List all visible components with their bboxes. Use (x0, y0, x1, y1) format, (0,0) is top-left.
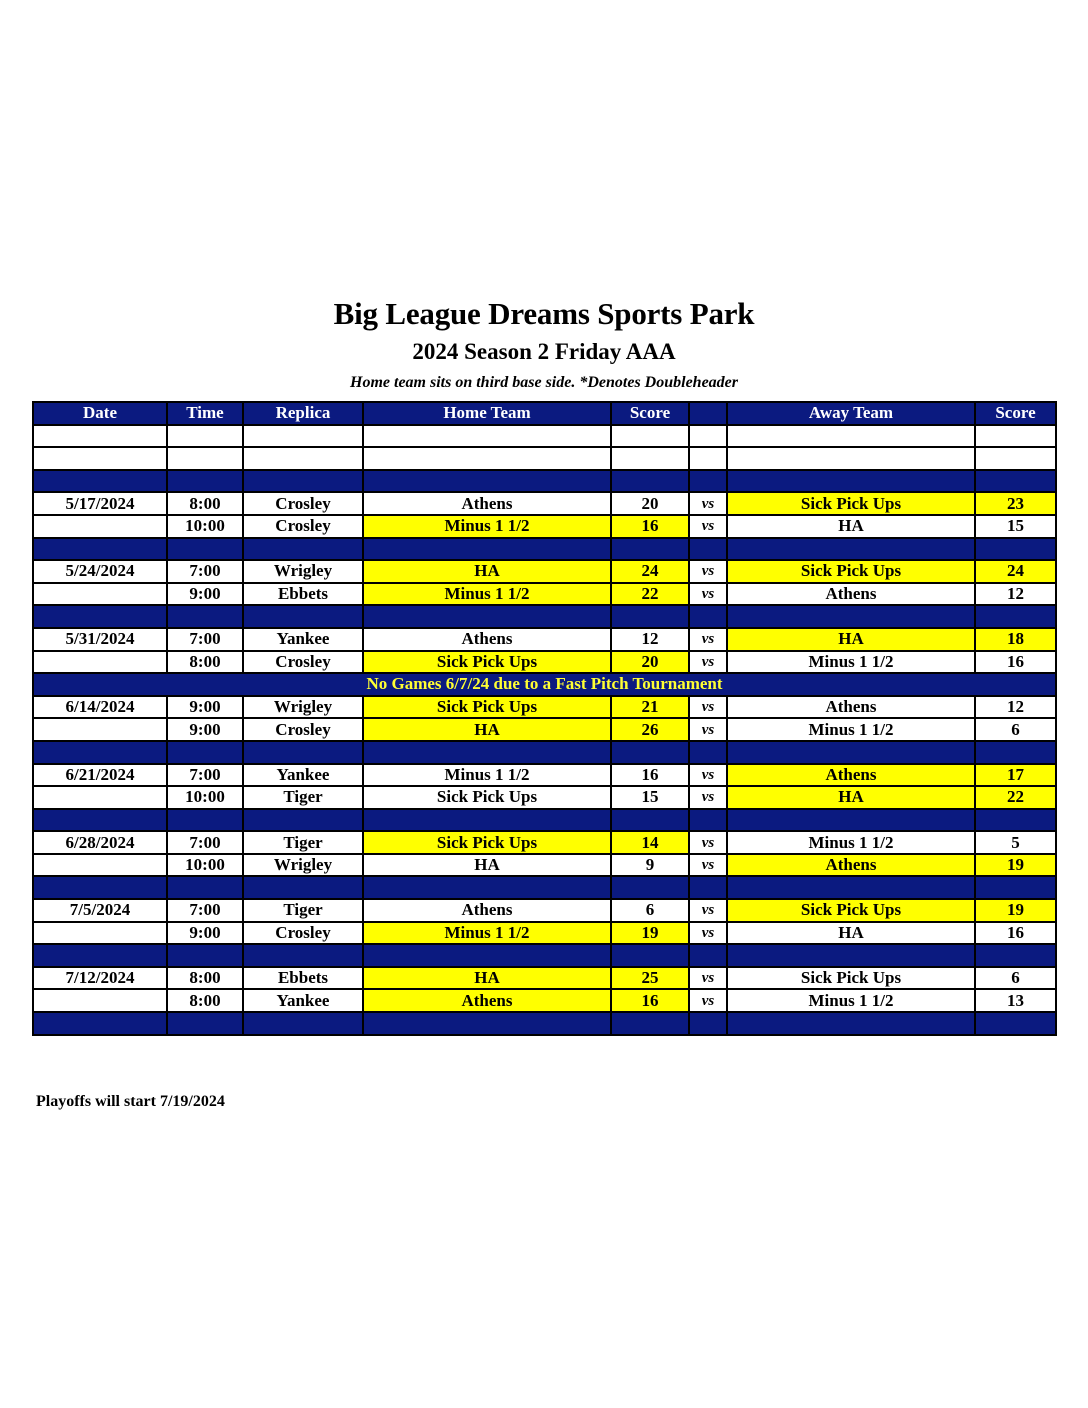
game-row (33, 515, 1056, 538)
separator-cell (363, 538, 611, 561)
game-row (33, 696, 1056, 719)
separator-cell (611, 741, 689, 764)
separator-cell (33, 470, 167, 493)
separator-cell (975, 944, 1056, 967)
time-cell: 10:00 (167, 515, 243, 538)
separator-cell (689, 809, 727, 832)
home-team-cell: Athens (363, 989, 611, 1012)
time-cell: 7:00 (167, 899, 243, 922)
replica-cell: Wrigley (243, 560, 363, 583)
home-team-cell: Minus 1 1/2 (363, 515, 611, 538)
home-score-cell: 9 (611, 854, 689, 877)
home-score-cell: 6 (611, 899, 689, 922)
separator-cell (975, 538, 1056, 561)
replica-cell: Ebbets (243, 583, 363, 606)
game-row (33, 583, 1056, 606)
replica-cell: Crosley (243, 718, 363, 741)
separator-cell (363, 741, 611, 764)
separator-cell (363, 944, 611, 967)
away-score-cell: 6 (975, 718, 1056, 741)
blank-cell (363, 425, 611, 448)
playoffs-note: Playoffs will start 7/19/2024 (36, 1093, 225, 1110)
separator-cell (611, 1012, 689, 1035)
away-team-cell: HA (727, 628, 975, 651)
replica-cell: Ebbets (243, 967, 363, 990)
time-cell: 8:00 (167, 967, 243, 990)
away-team-cell: Sick Pick Ups (727, 899, 975, 922)
vs-cell: vs (689, 628, 727, 651)
replica-cell: Wrigley (243, 696, 363, 719)
date-cell (33, 989, 167, 1012)
away-team-cell: Athens (727, 764, 975, 787)
date-cell: 5/31/2024 (33, 628, 167, 651)
separator-cell (975, 605, 1056, 628)
away-score-cell: 19 (975, 854, 1056, 877)
separator-cell (363, 1012, 611, 1035)
separator-cell (33, 741, 167, 764)
separator-row (33, 944, 1056, 967)
home-score-cell: 26 (611, 718, 689, 741)
home-score-cell: 19 (611, 922, 689, 945)
separator-row (33, 538, 1056, 561)
separator-cell (167, 944, 243, 967)
separator-cell (611, 809, 689, 832)
away-team-cell: Minus 1 1/2 (727, 651, 975, 674)
separator-cell (167, 1012, 243, 1035)
date-cell (33, 515, 167, 538)
time-cell: 7:00 (167, 628, 243, 651)
date-cell (33, 786, 167, 809)
home-team-cell: Minus 1 1/2 (363, 764, 611, 787)
header-home-team: Home Team (363, 402, 611, 425)
game-row (33, 651, 1056, 674)
separator-cell (167, 470, 243, 493)
separator-cell (689, 538, 727, 561)
separator-cell (243, 741, 363, 764)
separator-row (33, 809, 1056, 832)
replica-cell: Crosley (243, 492, 363, 515)
time-cell: 9:00 (167, 922, 243, 945)
separator-cell (975, 809, 1056, 832)
game-row (33, 989, 1056, 1012)
separator-row (33, 605, 1056, 628)
away-team-cell: Sick Pick Ups (727, 967, 975, 990)
separator-cell (243, 809, 363, 832)
separator-cell (727, 605, 975, 628)
vs-cell: vs (689, 718, 727, 741)
away-team-cell: HA (727, 922, 975, 945)
separator-cell (727, 1012, 975, 1035)
home-team-cell: Athens (363, 899, 611, 922)
vs-cell: vs (689, 786, 727, 809)
schedule-body (33, 425, 1056, 1035)
separator-cell (727, 470, 975, 493)
date-cell (33, 854, 167, 877)
notice-text: No Games 6/7/24 due to a Fast Pitch Tournament (33, 673, 1056, 696)
away-team-cell: Minus 1 1/2 (727, 989, 975, 1012)
home-score-cell: 12 (611, 628, 689, 651)
separator-cell (975, 470, 1056, 493)
separator-cell (167, 538, 243, 561)
game-row (33, 854, 1056, 877)
date-cell: 7/12/2024 (33, 967, 167, 990)
game-row (33, 718, 1056, 741)
away-score-cell: 22 (975, 786, 1056, 809)
home-team-cell: HA (363, 967, 611, 990)
separator-cell (689, 605, 727, 628)
home-team-cell: Minus 1 1/2 (363, 922, 611, 945)
home-score-cell: 16 (611, 515, 689, 538)
separator-cell (611, 605, 689, 628)
blank-cell (33, 447, 167, 470)
separator-cell (689, 944, 727, 967)
separator-cell (243, 1012, 363, 1035)
separator-cell (689, 470, 727, 493)
date-cell: 5/17/2024 (33, 492, 167, 515)
blank-row (33, 425, 1056, 448)
game-row (33, 628, 1056, 651)
away-score-cell: 24 (975, 560, 1056, 583)
home-team-cell: Athens (363, 492, 611, 515)
separator-cell (33, 809, 167, 832)
replica-cell: Crosley (243, 515, 363, 538)
home-team-cell: Sick Pick Ups (363, 651, 611, 674)
game-row (33, 831, 1056, 854)
page-subtitle: 2024 Season 2 Friday AAA (412, 339, 676, 364)
date-cell (33, 583, 167, 606)
separator-cell (975, 1012, 1056, 1035)
separator-cell (33, 944, 167, 967)
separator-cell (363, 605, 611, 628)
separator-cell (243, 944, 363, 967)
time-cell: 7:00 (167, 764, 243, 787)
separator-cell (727, 741, 975, 764)
home-team-cell: Sick Pick Ups (363, 831, 611, 854)
blank-cell (727, 425, 975, 448)
blank-cell (727, 447, 975, 470)
separator-cell (33, 605, 167, 628)
home-score-cell: 24 (611, 560, 689, 583)
time-cell: 7:00 (167, 831, 243, 854)
blank-cell (167, 447, 243, 470)
replica-cell: Wrigley (243, 854, 363, 877)
time-cell: 7:00 (167, 560, 243, 583)
time-cell: 9:00 (167, 583, 243, 606)
away-team-cell: Sick Pick Ups (727, 560, 975, 583)
away-score-cell: 18 (975, 628, 1056, 651)
separator-cell (611, 538, 689, 561)
table-header-row (33, 402, 1056, 425)
separator-cell (727, 876, 975, 899)
away-score-cell: 17 (975, 764, 1056, 787)
away-team-cell: Sick Pick Ups (727, 492, 975, 515)
home-team-cell: HA (363, 560, 611, 583)
separator-cell (167, 605, 243, 628)
time-cell: 9:00 (167, 718, 243, 741)
away-team-cell: Athens (727, 696, 975, 719)
away-score-cell: 12 (975, 696, 1056, 719)
separator-cell (611, 944, 689, 967)
home-team-cell: HA (363, 854, 611, 877)
game-row (33, 899, 1056, 922)
date-cell (33, 718, 167, 741)
replica-cell: Crosley (243, 651, 363, 674)
blank-cell (975, 425, 1056, 448)
home-team-cell: Minus 1 1/2 (363, 583, 611, 606)
page-title: Big League Dreams Sports Park (333, 296, 755, 331)
time-cell: 8:00 (167, 651, 243, 674)
away-team-cell: Athens (727, 583, 975, 606)
separator-cell (243, 605, 363, 628)
blank-cell (975, 447, 1056, 470)
separator-cell (975, 741, 1056, 764)
replica-cell: Yankee (243, 628, 363, 651)
blank-cell (243, 425, 363, 448)
separator-cell (689, 876, 727, 899)
header-replica: Replica (243, 402, 363, 425)
separator-cell (167, 876, 243, 899)
time-cell: 10:00 (167, 786, 243, 809)
away-score-cell: 23 (975, 492, 1056, 515)
separator-cell (167, 809, 243, 832)
separator-cell (167, 741, 243, 764)
home-score-cell: 14 (611, 831, 689, 854)
separator-row (33, 1012, 1056, 1035)
home-team-cell: HA (363, 718, 611, 741)
replica-cell: Yankee (243, 989, 363, 1012)
separator-cell (363, 470, 611, 493)
home-score-cell: 22 (611, 583, 689, 606)
blank-cell (363, 447, 611, 470)
vs-cell: vs (689, 764, 727, 787)
header-vs (689, 402, 727, 425)
blank-cell (689, 425, 727, 448)
separator-cell (243, 538, 363, 561)
home-team-cell: Athens (363, 628, 611, 651)
vs-cell: vs (689, 583, 727, 606)
separator-cell (689, 1012, 727, 1035)
blank-cell (611, 447, 689, 470)
game-row (33, 922, 1056, 945)
header-away-team: Away Team (727, 402, 975, 425)
replica-cell: Tiger (243, 831, 363, 854)
vs-cell: vs (689, 696, 727, 719)
vs-cell: vs (689, 560, 727, 583)
away-team-cell: HA (727, 515, 975, 538)
separator-cell (611, 876, 689, 899)
separator-cell (689, 741, 727, 764)
header-date: Date (33, 402, 167, 425)
blank-cell (167, 425, 243, 448)
date-cell: 6/21/2024 (33, 764, 167, 787)
away-score-cell: 15 (975, 515, 1056, 538)
time-cell: 8:00 (167, 989, 243, 1012)
vs-cell: vs (689, 651, 727, 674)
vs-cell: vs (689, 831, 727, 854)
game-row (33, 560, 1056, 583)
home-score-cell: 15 (611, 786, 689, 809)
time-cell: 9:00 (167, 696, 243, 719)
date-cell (33, 651, 167, 674)
separator-cell (33, 538, 167, 561)
vs-cell: vs (689, 989, 727, 1012)
blank-cell (33, 425, 167, 448)
vs-cell: vs (689, 515, 727, 538)
separator-cell (727, 809, 975, 832)
away-team-cell: Minus 1 1/2 (727, 718, 975, 741)
vs-cell: vs (689, 899, 727, 922)
game-row (33, 967, 1056, 990)
date-cell: 5/24/2024 (33, 560, 167, 583)
vs-cell: vs (689, 967, 727, 990)
replica-cell: Crosley (243, 922, 363, 945)
notice-row (33, 673, 1056, 696)
replica-cell: Yankee (243, 764, 363, 787)
header-home-score: Score (611, 402, 689, 425)
separator-cell (363, 876, 611, 899)
separator-cell (363, 809, 611, 832)
away-score-cell: 12 (975, 583, 1056, 606)
separator-cell (727, 538, 975, 561)
separator-cell (33, 1012, 167, 1035)
blank-cell (689, 447, 727, 470)
separator-cell (727, 944, 975, 967)
away-score-cell: 19 (975, 899, 1056, 922)
date-cell: 6/28/2024 (33, 831, 167, 854)
date-cell: 6/14/2024 (33, 696, 167, 719)
separator-cell (33, 876, 167, 899)
away-team-cell: Minus 1 1/2 (727, 831, 975, 854)
game-row (33, 764, 1056, 787)
separator-cell (975, 876, 1056, 899)
home-score-cell: 20 (611, 651, 689, 674)
time-cell: 10:00 (167, 854, 243, 877)
away-score-cell: 6 (975, 967, 1056, 990)
separator-row (33, 876, 1056, 899)
header-time: Time (167, 402, 243, 425)
home-score-cell: 16 (611, 764, 689, 787)
separator-row (33, 470, 1056, 493)
replica-cell: Tiger (243, 786, 363, 809)
vs-cell: vs (689, 492, 727, 515)
home-team-cell: Sick Pick Ups (363, 696, 611, 719)
home-score-cell: 16 (611, 989, 689, 1012)
header-away-score: Score (975, 402, 1056, 425)
schedule-table (32, 401, 1057, 1036)
away-score-cell: 5 (975, 831, 1056, 854)
away-score-cell: 16 (975, 922, 1056, 945)
home-score-cell: 21 (611, 696, 689, 719)
game-row (33, 492, 1056, 515)
separator-cell (243, 876, 363, 899)
blank-cell (243, 447, 363, 470)
separator-row (33, 741, 1056, 764)
away-score-cell: 13 (975, 989, 1056, 1012)
blank-cell (611, 425, 689, 448)
vs-cell: vs (689, 922, 727, 945)
date-cell: 7/5/2024 (33, 899, 167, 922)
away-team-cell: Athens (727, 854, 975, 877)
vs-cell: vs (689, 854, 727, 877)
time-cell: 8:00 (167, 492, 243, 515)
replica-cell: Tiger (243, 899, 363, 922)
blank-row (33, 447, 1056, 470)
separator-cell (611, 470, 689, 493)
away-score-cell: 16 (975, 651, 1056, 674)
home-team-cell: Sick Pick Ups (363, 786, 611, 809)
home-score-cell: 20 (611, 492, 689, 515)
home-score-cell: 25 (611, 967, 689, 990)
separator-cell (243, 470, 363, 493)
game-row (33, 786, 1056, 809)
date-cell (33, 922, 167, 945)
schedule-note: Home team sits on third base side. *Denotes Doubleheader (350, 374, 738, 391)
away-team-cell: HA (727, 786, 975, 809)
